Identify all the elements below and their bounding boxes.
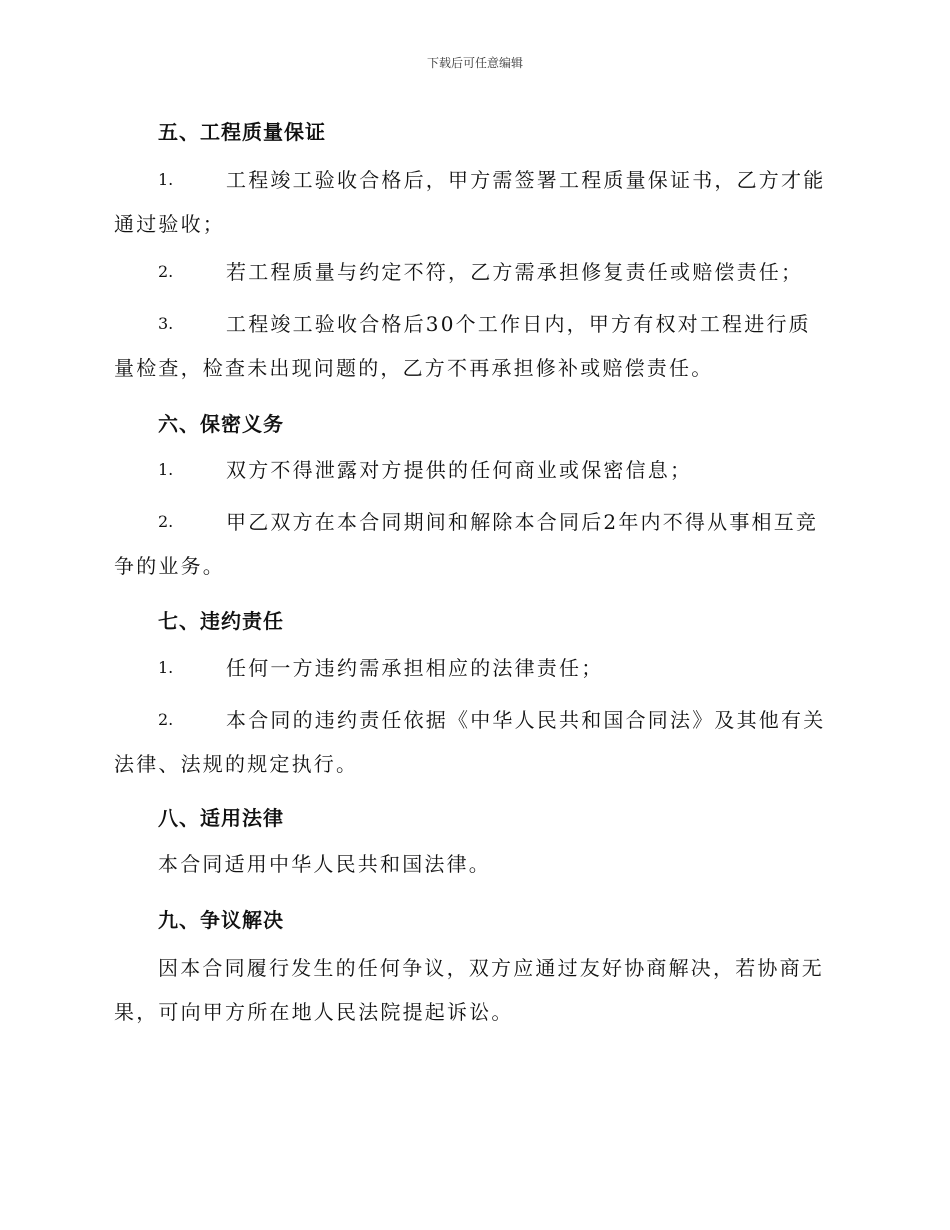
item-text: 甲乙双方在本合同期间和解除本合同后2年内不得从事相互竞争的业务。 bbox=[114, 510, 819, 578]
page-header: 下载后可任意编辑 bbox=[426, 56, 523, 70]
item-number: 1. bbox=[158, 170, 174, 189]
list-item bbox=[114, 646, 832, 690]
item-number: 2. bbox=[158, 262, 174, 281]
item-text: 本合同的违约责任依据《中华人民共和国合同法》及其他有关法律、法规的规定执行。 bbox=[114, 708, 826, 776]
list-item bbox=[114, 448, 832, 492]
paragraph: 本合同适用中华人民共和国法律。 bbox=[158, 852, 491, 876]
list-item bbox=[114, 500, 832, 588]
item-number: 2. bbox=[158, 710, 174, 729]
list-item bbox=[114, 302, 832, 390]
item-number: 1. bbox=[158, 460, 174, 479]
list-item bbox=[114, 698, 832, 786]
item-text: 任何一方违约需承担相应的法律责任； bbox=[226, 656, 604, 680]
list-item bbox=[114, 250, 832, 294]
item-text: 若工程质量与约定不符，乙方需承担修复责任或赔偿责任； bbox=[226, 260, 804, 284]
section-heading-dispute: 九、争议解决 bbox=[158, 908, 284, 932]
item-number: 3. bbox=[158, 314, 174, 333]
section-heading-quality: 五、工程质量保证 bbox=[158, 120, 326, 144]
list-item bbox=[114, 158, 832, 246]
section-heading-confidentiality: 六、保密义务 bbox=[158, 412, 284, 436]
item-text: 工程竣工验收合格后30个工作日内，甲方有权对工程进行质量检查，检查未出现问题的，乙方不再承担修补或赔偿责任。 bbox=[114, 312, 811, 380]
section-heading-applicable-law: 八、适用法律 bbox=[158, 806, 284, 830]
paragraph: 因本合同履行发生的任何争议，双方应通过友好协商解决，若协商无果，可向甲方所在地人民法院提起诉讼。 bbox=[114, 956, 824, 1024]
item-number: 1. bbox=[158, 658, 174, 677]
item-text: 双方不得泄露对方提供的任何商业或保密信息； bbox=[226, 458, 693, 482]
item-number: 2. bbox=[158, 512, 174, 531]
item-text: 工程竣工验收合格后，甲方需签署工程质量保证书，乙方才能通过验收； bbox=[114, 168, 826, 236]
section-heading-liability: 七、违约责任 bbox=[158, 609, 284, 633]
